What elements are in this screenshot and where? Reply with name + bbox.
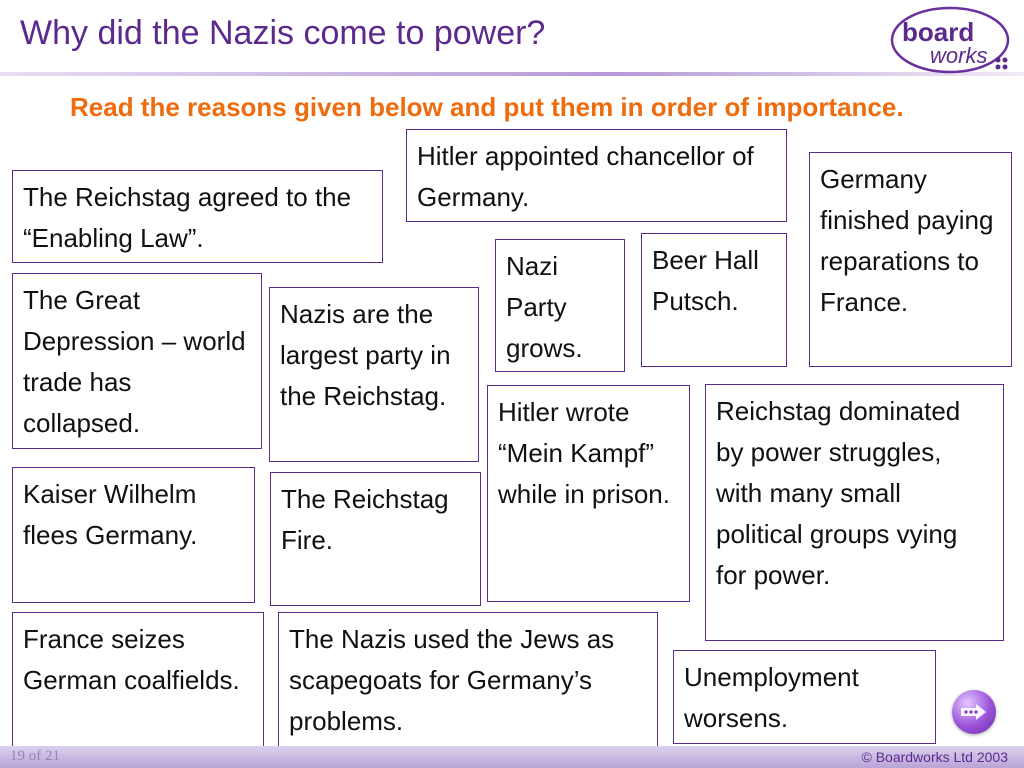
next-slide-button-icon [958, 702, 990, 722]
logo-text-top: board [902, 17, 975, 47]
card-scapegoats[interactable]: The Nazis used the Jews as scapegoats for Germany’s problems. [278, 612, 658, 747]
card-largest-party[interactable]: Nazis are the largest party in the Reichstag. [269, 287, 479, 462]
card-reparations-finished[interactable]: Germany finished paying reparations to France. [809, 152, 1012, 367]
page-title: Why did the Nazis come to power? [20, 14, 546, 52]
card-power-struggles[interactable]: Reichstag dominated by power struggles, with many small political groups vying for power. [705, 384, 1004, 641]
card-beer-hall-putsch[interactable]: Beer Hall Putsch. [641, 233, 787, 367]
card-mein-kampf[interactable]: Hitler wrote “Mein Kampf” while in prison. [487, 385, 690, 602]
card-hitler-chancellor[interactable]: Hitler appointed chancellor of Germany. [406, 129, 787, 222]
page-indicator: 19 of 21 [10, 748, 60, 764]
card-reichstag-fire[interactable]: The Reichstag Fire. [270, 472, 481, 606]
card-nazi-party-grows[interactable]: Nazi Party grows. [495, 239, 625, 372]
title-divider [0, 72, 1024, 76]
logo-text-bottom: works [930, 43, 988, 68]
card-kaiser-flees[interactable]: Kaiser Wilhelm flees Germany. [12, 467, 255, 603]
card-great-depression[interactable]: The Great Depression – world trade has collapsed. [12, 273, 262, 449]
card-coalfields[interactable]: France seizes German coalfields. [12, 612, 264, 747]
next-slide-button[interactable] [952, 690, 996, 734]
card-enabling-law[interactable]: The Reichstag agreed to the “Enabling Law”. [12, 170, 383, 263]
card-unemployment[interactable]: Unemployment worsens. [673, 650, 936, 744]
instruction-text: Read the reasons given below and put them in order of importance. [70, 92, 904, 122]
copyright-text: © Boardworks Ltd 2003 [861, 749, 1008, 765]
boardworks-logo [888, 4, 1014, 76]
